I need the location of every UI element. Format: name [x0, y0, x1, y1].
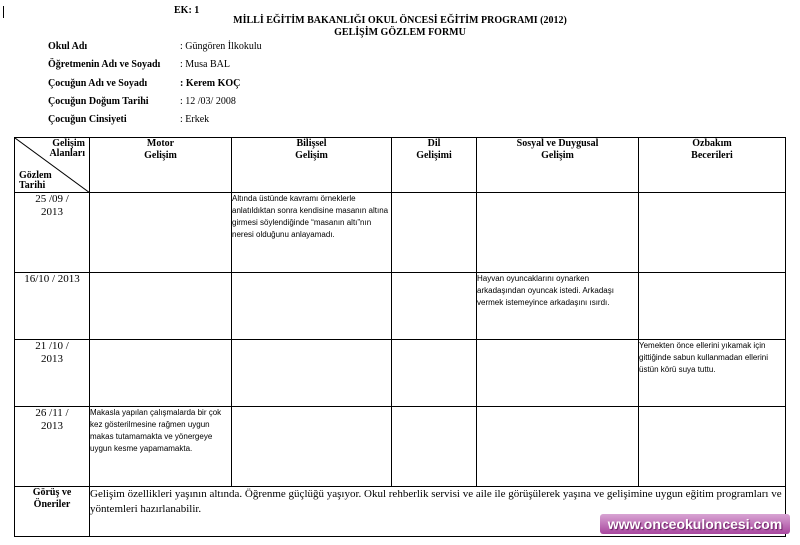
table-row — [15, 407, 786, 487]
column-header-ozbakim: Özbakım Becerileri — [639, 138, 786, 193]
info-value: : 12 /03/ 2008 — [180, 96, 236, 107]
date-cell: 21 /10 / 2013 — [15, 340, 90, 407]
note-cell — [392, 193, 477, 273]
corner-cell — [15, 138, 90, 193]
info-key: Öğretmenin Adı ve Soyadı — [48, 59, 161, 70]
table-row — [15, 273, 786, 340]
info-value: : Erkek — [180, 114, 210, 125]
note-cell — [639, 273, 786, 340]
table-row — [15, 193, 786, 273]
column-header-dil: Dil Gelişimi — [392, 138, 477, 193]
form-title: GELİŞİM GÖZLEM FORMU — [334, 27, 466, 38]
corner-bottom-label: Gözlem Tarihi — [19, 170, 52, 191]
note-cell — [90, 273, 232, 340]
table-header-row — [15, 138, 786, 193]
note-cell — [90, 340, 232, 407]
corner-top-label: Gelişim Alanları — [49, 138, 85, 159]
info-key: Çocuğun Adı ve Soyadı — [48, 78, 148, 89]
note-cell — [639, 407, 786, 487]
observation-table — [14, 137, 786, 537]
note-cell — [232, 273, 392, 340]
note-cell — [477, 407, 639, 487]
note-cell — [477, 193, 639, 273]
note-cell — [232, 340, 392, 407]
gorus-text: Gelişim özellikleri yaşının altında. Öğrenme güçlüğü yaşıyor. Okul rehberlik servisi ve aile ile görüşülerek yaşına ve gelişimine uygun eğitim programları ve yöntemleri hazırlanabilir. — [90, 487, 786, 537]
note-cell — [90, 193, 232, 273]
info-value: : Kerem KOÇ — [180, 78, 241, 89]
info-value: : Güngören İlkokulu — [180, 41, 262, 52]
column-header-bilissel: Bilişsel Gelişim — [232, 138, 392, 193]
note-cell — [392, 407, 477, 487]
table-row — [15, 340, 786, 407]
note-cell: Yemekten önce ellerini yıkamak için gittiğinde sabun kullanmadan ellerini üstün körü suya tuttu. — [639, 340, 786, 407]
appendix-label: EK: 1 — [174, 5, 200, 16]
date-cell: 25 /09 / 2013 — [15, 193, 90, 273]
note-cell — [477, 340, 639, 407]
info-key: Okul Adı — [48, 41, 88, 52]
info-key: Çocuğun Cinsiyeti — [48, 114, 127, 125]
note-cell — [232, 407, 392, 487]
note-cell — [392, 340, 477, 407]
column-header-motor: Motor Gelişim — [90, 138, 232, 193]
note-cell: Makasla yapılan çalışmalarda bir çok kez gösterilmesine rağmen uygun makas tutamamakta ve yönergeye uygun kesme yapamamakta. — [90, 407, 232, 487]
gorus-label: Görüş ve Öneriler — [15, 487, 90, 537]
note-cell: Altında üstünde kavramı örneklerle anlatıldıktan sonra kendisine masanın altına girmesi söylendiğinde “masanın altı”nın neresi olduğunu anlayamadı. — [232, 193, 392, 273]
info-key: Çocuğun Doğum Tarihi — [48, 96, 149, 107]
watermark-logo: www.onceokuloncesi.com — [600, 514, 790, 534]
info-value: : Musa BAL — [180, 59, 230, 70]
column-header-sosyal: Sosyal ve Duygusal Gelişim — [477, 138, 639, 193]
date-cell: 26 /11 / 2013 — [15, 407, 90, 487]
page-title: MİLLİ EĞİTİM BAKANLIĞI OKUL ÖNCESİ EĞİTİM PROGRAMI (2012) — [233, 15, 567, 26]
note-cell — [392, 273, 477, 340]
date-cell: 16/10 / 2013 — [15, 273, 90, 340]
note-cell — [639, 193, 786, 273]
note-cell: Hayvan oyuncaklarını oynarken arkadaşından oyuncak istedi. Arkadaşı vermek istemeyince arkadaşını ısırdı. — [477, 273, 639, 340]
